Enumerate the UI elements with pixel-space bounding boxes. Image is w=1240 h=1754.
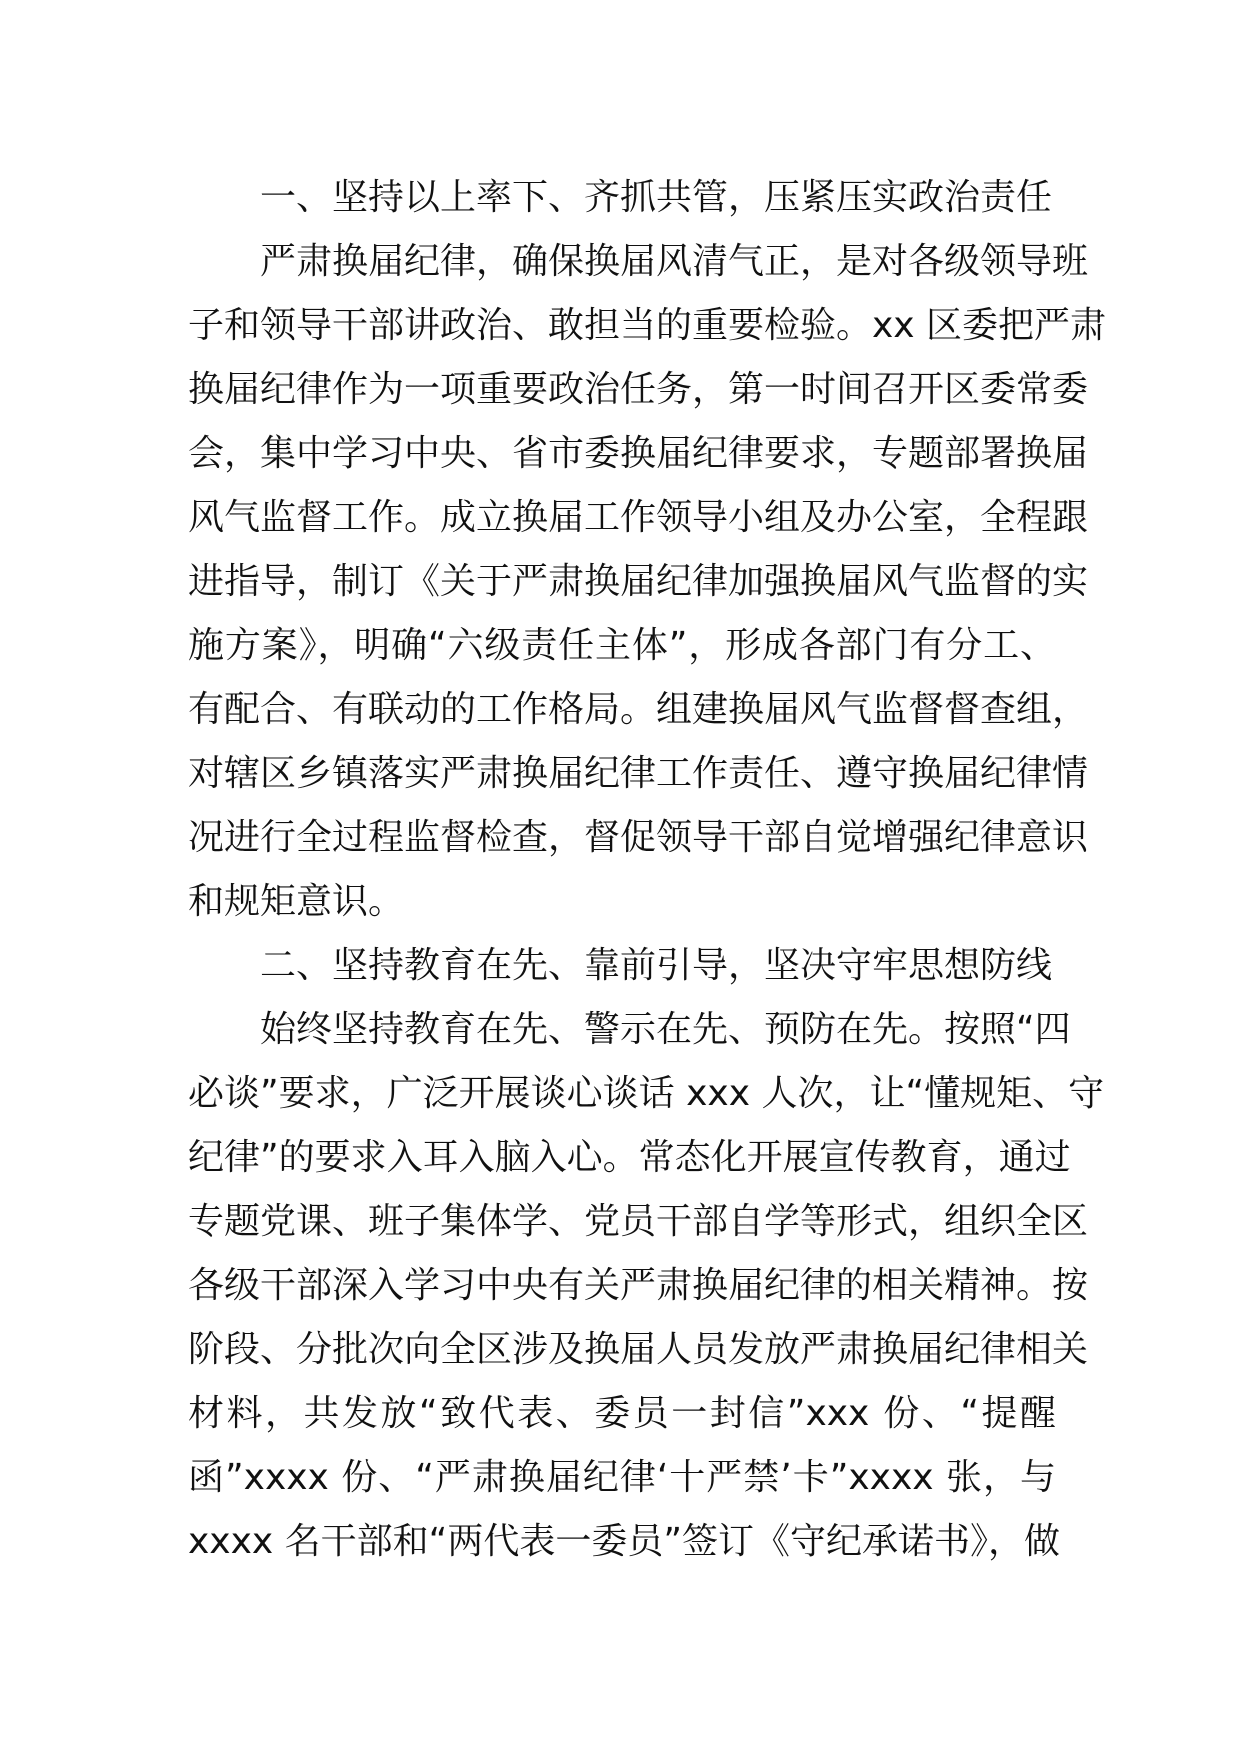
- document-body: [188, 166, 1107, 1574]
- paragraph-line: 对辖区乡镇落实严肃换届纪律工作责任、遵守换届纪律情: [188, 753, 1089, 794]
- section-heading-1: 一、坚持以上率下、齐抓共管，压紧压实政治责任: [260, 177, 1053, 218]
- paragraph-line: 纪律”的要求入耳入脑入心。常态化开展宣传教育，通过: [188, 1137, 1071, 1178]
- paragraph-line: 有配合、有联动的工作格局。组建换届风气监督督查组，: [188, 689, 1089, 730]
- paragraph-line: 会，集中学习中央、省市委换届纪律要求，专题部署换届: [188, 433, 1089, 474]
- paragraph-line: 严肃换届纪律，确保换届风清气正，是对各级领导班: [260, 241, 1089, 282]
- paragraph-line: 函”xxxx 份、“严肃换届纪律‘十严禁’卡”xxxx 张，与: [188, 1457, 1056, 1498]
- paragraph-line: xxxx 名干部和“两代表一委员”签订《守纪承诺书》，做: [188, 1521, 1060, 1562]
- paragraph-line: 材料，共发放“致代表、委员一封信”xxx 份、“提醒: [188, 1393, 1056, 1434]
- paragraph-line: 换届纪律作为一项重要政治任务，第一时间召开区委常委: [188, 369, 1089, 410]
- paragraph-line: 进指导，制订《关于严肃换届纪律加强换届风气监督的实: [188, 561, 1089, 602]
- section-heading-2: 二、坚持教育在先、靠前引导，坚决守牢思想防线: [260, 945, 1053, 986]
- paragraph-line: 必谈”要求，广泛开展谈心谈话 xxx 人次，让“懂规矩、守: [188, 1073, 1105, 1114]
- paragraph-line: 和规矩意识。: [188, 881, 405, 922]
- paragraph-line: 始终坚持教育在先、警示在先、预防在先。按照“四: [260, 1009, 1071, 1050]
- paragraph-line: 施方案》，明确“六级责任主体”，形成各部门有分工、: [188, 625, 1056, 666]
- section-paragraph-2: [188, 998, 1105, 1574]
- paragraph-line: 风气监督工作。成立换届工作领导小组及办公室，全程跟: [188, 497, 1089, 538]
- paragraph-line: 况进行全过程监督检查，督促领导干部自觉增强纪律意识: [188, 817, 1089, 858]
- paragraph-line: 阶段、分批次向全区涉及换届人员发放严肃换届纪律相关: [188, 1329, 1089, 1370]
- paragraph-line: 专题党课、班子集体学、党员干部自学等形式，组织全区: [188, 1201, 1089, 1242]
- paragraph-line: 各级干部深入学习中央有关严肃换届纪律的相关精神。按: [188, 1265, 1089, 1306]
- paragraph-line: 子和领导干部讲政治、敢担当的重要检验。xx 区委把严肃: [188, 305, 1107, 346]
- section-paragraph-1: [188, 230, 1107, 934]
